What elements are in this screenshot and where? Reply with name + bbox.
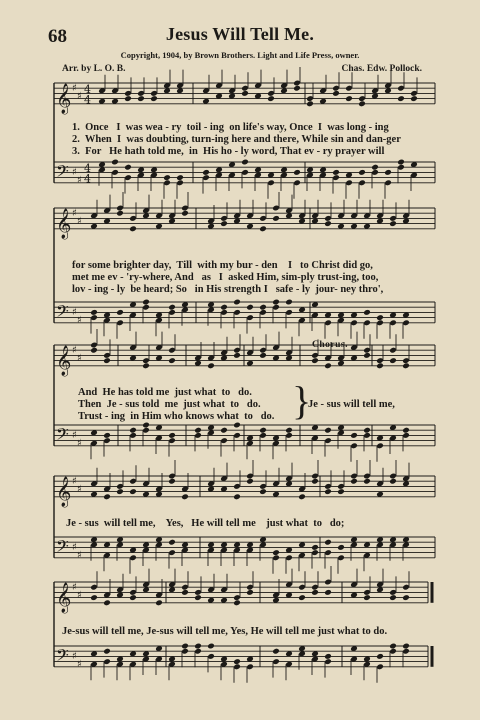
sharp-icon: ♯ [77,484,82,495]
time-signature: 4 [84,93,91,107]
notehead [324,488,332,495]
notehead [168,357,176,364]
notehead [194,427,202,434]
sharp-icon: ♯ [77,175,82,186]
sharp-icon: ♯ [77,550,82,561]
arranger-credit: Arr. by L. O. B. [62,64,126,74]
treble-clef-icon: 𝄞 [56,345,72,376]
notehead [241,159,249,166]
time-signature: 4 [84,162,91,175]
notehead [272,299,280,306]
notehead [202,169,210,176]
sharp-icon: ♯ [77,216,82,227]
notehead [389,643,397,650]
notehead [376,653,384,660]
notehead [168,304,176,311]
notehead [324,220,332,227]
chorus-refrain-lyrics: Je - sus will tell me, [308,399,395,410]
notehead [103,357,111,364]
bass-clef-icon: 𝄢 [56,423,69,448]
notehead [293,169,301,176]
notehead [207,643,215,650]
notehead [220,427,228,434]
notehead [220,304,228,311]
notehead [376,314,384,321]
sharp-icon: ♯ [77,659,82,670]
system1-verse3-lyrics: 3. For He hath told me, in His ho - ly word, That ev - ry prayer will [72,146,385,157]
notehead [298,493,306,500]
system4-lyrics: Je - sus will tell me, Yes, He will tell me just what to do; [66,518,345,529]
notehead [90,347,98,354]
notehead [246,304,254,311]
treble-clef-icon: 𝄞 [56,476,72,507]
notehead [402,427,410,434]
notehead [233,493,241,500]
time-signature: 4 [84,172,91,186]
treble-clef-icon: 𝄞 [56,208,72,239]
notehead [150,95,158,102]
notehead [168,478,176,485]
notehead [324,653,332,660]
notehead [124,164,132,171]
notehead [207,362,215,369]
notehead [397,95,405,102]
notehead [103,432,111,439]
notehead [298,594,306,601]
notehead [358,169,366,176]
system2-verse3-lyrics: lov - ing - ly be heard; So in His strength I safe - ly jour- ney thro', [72,284,384,295]
notehead [142,362,150,369]
notehead [116,488,124,495]
notehead [410,95,418,102]
notehead [293,85,301,92]
notehead [332,169,340,176]
notehead [272,648,280,655]
bass-clef-icon: 𝄢 [56,300,69,325]
notehead [350,478,358,485]
notehead [402,594,410,601]
notehead [116,210,124,217]
notehead [311,589,319,596]
notehead [363,309,371,316]
notehead [358,100,366,107]
system3-verse3-lyrics: Trust - ing in Him who knows what to do. [78,411,275,422]
notehead [272,549,280,556]
bass-clef-icon: 𝄢 [56,160,69,185]
copyright-notice: Copyright, 1904, by Brown Brothers. Light and Life Press, owner. [120,50,360,60]
system3-verse1-lyrics: And He has told me just what to do. [78,387,252,398]
notehead [311,478,319,485]
notehead [285,427,293,434]
chorus-label: Chorus. [312,340,348,350]
notehead [181,643,189,650]
notehead [246,478,254,485]
time-signature: 4 [84,83,91,96]
sharp-icon: ♯ [72,542,77,553]
notehead [129,427,137,434]
sharp-icon: ♯ [77,590,82,601]
notehead [397,159,405,166]
notehead [142,299,150,306]
notehead [155,599,163,606]
notehead [181,493,189,500]
notehead [350,432,358,439]
notehead [311,544,319,551]
notehead [324,427,332,434]
notehead [363,352,371,359]
notehead [259,427,267,434]
notehead [311,357,319,364]
notehead [111,159,119,166]
sharp-icon: ♯ [72,167,77,178]
sharp-icon: ♯ [77,91,82,102]
notehead [267,95,275,102]
system2-verse1-lyrics: for some brighter day, Till with my bur - den I to Christ did go, [72,260,373,271]
notehead [324,539,332,546]
sharp-icon: ♯ [77,353,82,364]
notehead [129,225,137,232]
notehead [389,357,397,364]
notehead [220,220,228,227]
sharp-icon: ♯ [72,307,77,318]
notehead [124,95,132,102]
bass-clef-icon: 𝄢 [56,644,69,669]
notehead [181,589,189,596]
notehead [272,215,280,222]
notehead [337,488,345,495]
sharp-icon: ♯ [72,430,77,441]
notehead [402,643,410,650]
notehead [181,210,189,217]
page-number: 68 [48,26,67,47]
notehead [176,174,184,181]
notehead [259,352,267,359]
notehead [371,164,379,171]
notehead [324,589,332,596]
notehead [129,594,137,601]
notehead [168,539,176,546]
sharp-icon: ♯ [72,476,77,487]
system2-verse2-lyrics: met me ev - 'ry-where, And as I asked Him, sim-ply trust-ing, too, [72,272,379,283]
sharp-icon: ♯ [72,208,77,219]
system3-verse2-lyrics: Then Je - sus told me just what to do. [78,399,261,410]
notehead [116,309,124,316]
notehead [324,362,332,369]
notehead [168,432,176,439]
verse-brace: } [292,378,312,423]
notehead [233,658,241,665]
notehead [389,478,397,485]
notehead [103,648,111,655]
sharp-icon: ♯ [77,315,82,326]
notehead [233,352,241,359]
system5-lyrics: Je-sus will tell me, Je-sus will tell me, Yes, He will tell me just what to do. [62,626,388,637]
notehead [285,299,293,306]
notehead [345,95,353,102]
notehead [332,90,340,97]
notehead [337,544,345,551]
notehead [259,225,267,232]
notehead [376,362,384,369]
notehead [306,100,314,107]
notehead [363,594,371,601]
notehead [233,299,241,306]
composer-credit: Chas. Edw. Pollock. [341,64,422,74]
notehead [163,174,171,181]
notehead [194,643,202,650]
treble-clef-icon: 𝄞 [56,83,72,114]
notehead [259,488,267,495]
notehead [90,309,98,316]
hymn-title: Jesus Will Tell Me. [165,24,315,44]
notehead [90,594,98,601]
bass-clef-icon: 𝄢 [56,535,69,560]
sharp-icon: ♯ [72,582,77,593]
notehead [384,169,392,176]
notehead [103,599,111,606]
sharp-icon: ♯ [77,438,82,449]
system1-verse2-lyrics: 2. When I was doubting, turn-ing here and there, While sin and dan-ger [72,134,401,145]
notehead [246,589,254,596]
notehead [402,362,410,369]
notehead [363,427,371,434]
sharp-icon: ♯ [72,651,77,662]
notehead [241,90,249,97]
notehead [389,594,397,601]
notehead [389,220,397,227]
notehead [137,95,145,102]
sharp-icon: ♯ [72,83,77,94]
notehead [259,304,267,311]
notehead [233,599,241,606]
sharp-icon: ♯ [72,345,77,356]
notehead [363,478,371,485]
notehead [194,594,202,601]
system1-verse1-lyrics: 1. Once I was wea - ry toil - ing on life's way, Once I was long - ing [72,122,389,133]
treble-clef-icon: 𝄞 [56,582,72,613]
notehead [103,493,111,500]
notehead [129,488,137,495]
